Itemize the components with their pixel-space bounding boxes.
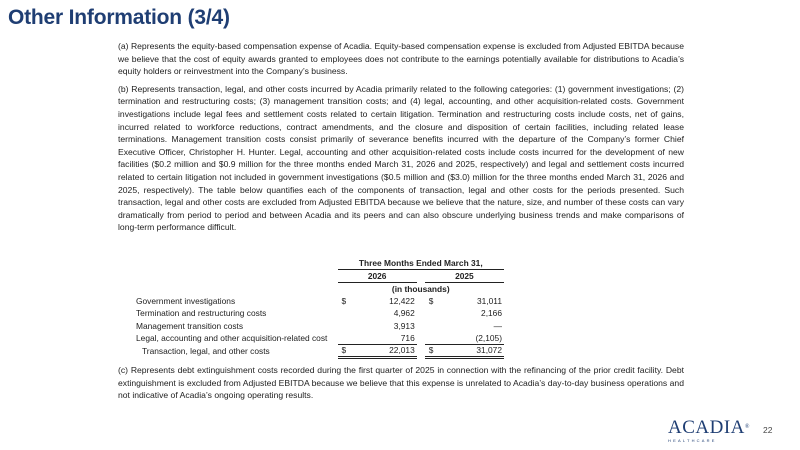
- value-2026: 716: [400, 333, 415, 343]
- value-2025: (2,105): [475, 333, 502, 343]
- value-2025: —: [493, 320, 502, 331]
- table-units-row: [136, 282, 504, 295]
- table-row: [136, 307, 504, 320]
- currency-symbol: $: [341, 295, 347, 306]
- year-2025-header: 2025: [425, 270, 504, 283]
- table-row: [136, 332, 504, 345]
- total-2025: 31,072: [439, 345, 504, 358]
- transaction-costs-table: [136, 257, 504, 359]
- note-a: (a) Represents the equity-based compensation expense of Acadia. Equity-based compensation expense is excluded from Adjusted EBITDA because we believe that the cost of equity awards granted to employees does not contribute to the earnings potentially available for distributions to Acadia’s equity holders or reinvestment into the Company’s business.: [118, 41, 684, 77]
- currency-symbol: $: [425, 345, 439, 358]
- note-c: (c) Represents debt extinguishment costs recorded during the first quarter of 2025 in connection with the refinancing of the prior credit facility. Debt extinguishment is excluded from Adjusted EBITDA because we believe that this expense is unrelated to Acadia’s day-to-day business operations and not indicative of Acadia’s ongoing operating results.: [118, 365, 684, 401]
- value-2025: 2,166: [481, 308, 502, 319]
- notes-section-c: [118, 364, 684, 402]
- value-2025: 31,011: [477, 295, 502, 306]
- total-2026: 22,013: [352, 345, 417, 358]
- year-2026-header: 2026: [338, 270, 417, 283]
- value-2026: 12,422: [389, 295, 415, 306]
- slide-title: Other Information (3/4): [8, 6, 230, 29]
- registered-mark: ®: [744, 424, 750, 430]
- row-label: Government investigations: [136, 295, 236, 306]
- row-label: Termination and restructuring costs: [136, 308, 267, 319]
- units-label: (in thousands): [391, 283, 450, 294]
- row-label: Management transition costs: [136, 320, 244, 331]
- currency-symbol: $: [338, 345, 352, 358]
- value-2026: 4,962: [393, 308, 415, 319]
- period-header: Three Months Ended March 31,: [338, 257, 504, 270]
- table-total-row: [136, 345, 504, 358]
- notes-section: [118, 40, 684, 234]
- logo-wordmark: ACADIA®: [668, 417, 750, 438]
- table-row: [136, 295, 504, 308]
- currency-symbol: $: [428, 295, 434, 306]
- logo-tagline: HEALTHCARE: [668, 438, 717, 443]
- total-label: Transaction, legal, and other costs: [142, 345, 270, 356]
- page-number: 22: [763, 425, 773, 435]
- acadia-logo: [668, 418, 748, 444]
- row-label: Legal, accounting and other acquisition-related cost: [136, 333, 328, 344]
- note-b: (b) Represents transaction, legal, and other costs incurred by Acadia primarily related to the following categories: (1) government investigations; (2) termination and restructuring costs; (3) management transition costs; and (4) legal, accounting, and other acquisition-related costs. Government investigations include legal fees and settlement costs related to certain litigation. Termination and restructuring costs include costs, net of gains, incurred related to workforce reductions, contract amendments, and the closure and disposition of certain facilities, including related lease terminations. Management transition costs consist primarily of severance benefits incurred with the departure of the Company’s former Chief Executive Officer, Christopher H. Hunter. Legal, accounting and other acquisition-related costs include costs incurred for the development of new facilities ($0.2 million and $0.9 million for the three months ended March 31, 2026 and 2025, respectively) and legal and settlement costs incurred related to certain litigation not included in government investigations ($0.5 million and ($3.0) million for the three months ended March 31, 2026 and 2025, respectively). The table below quantifies each of the components of transaction, legal and other costs for the periods presented. Such transaction, legal and other costs are excluded from Adjusted EBITDA because we believe that the nature, size, and number of these costs can vary dramatically from period to period and between Acadia and its peers and can also obscure underlying business trends and make comparisons of long-term performance difficult.: [118, 83, 684, 233]
- table-period-header-row: [136, 257, 504, 270]
- value-2026: 3,913: [393, 320, 415, 331]
- table-year-row: [136, 270, 504, 283]
- table-row: [136, 320, 504, 333]
